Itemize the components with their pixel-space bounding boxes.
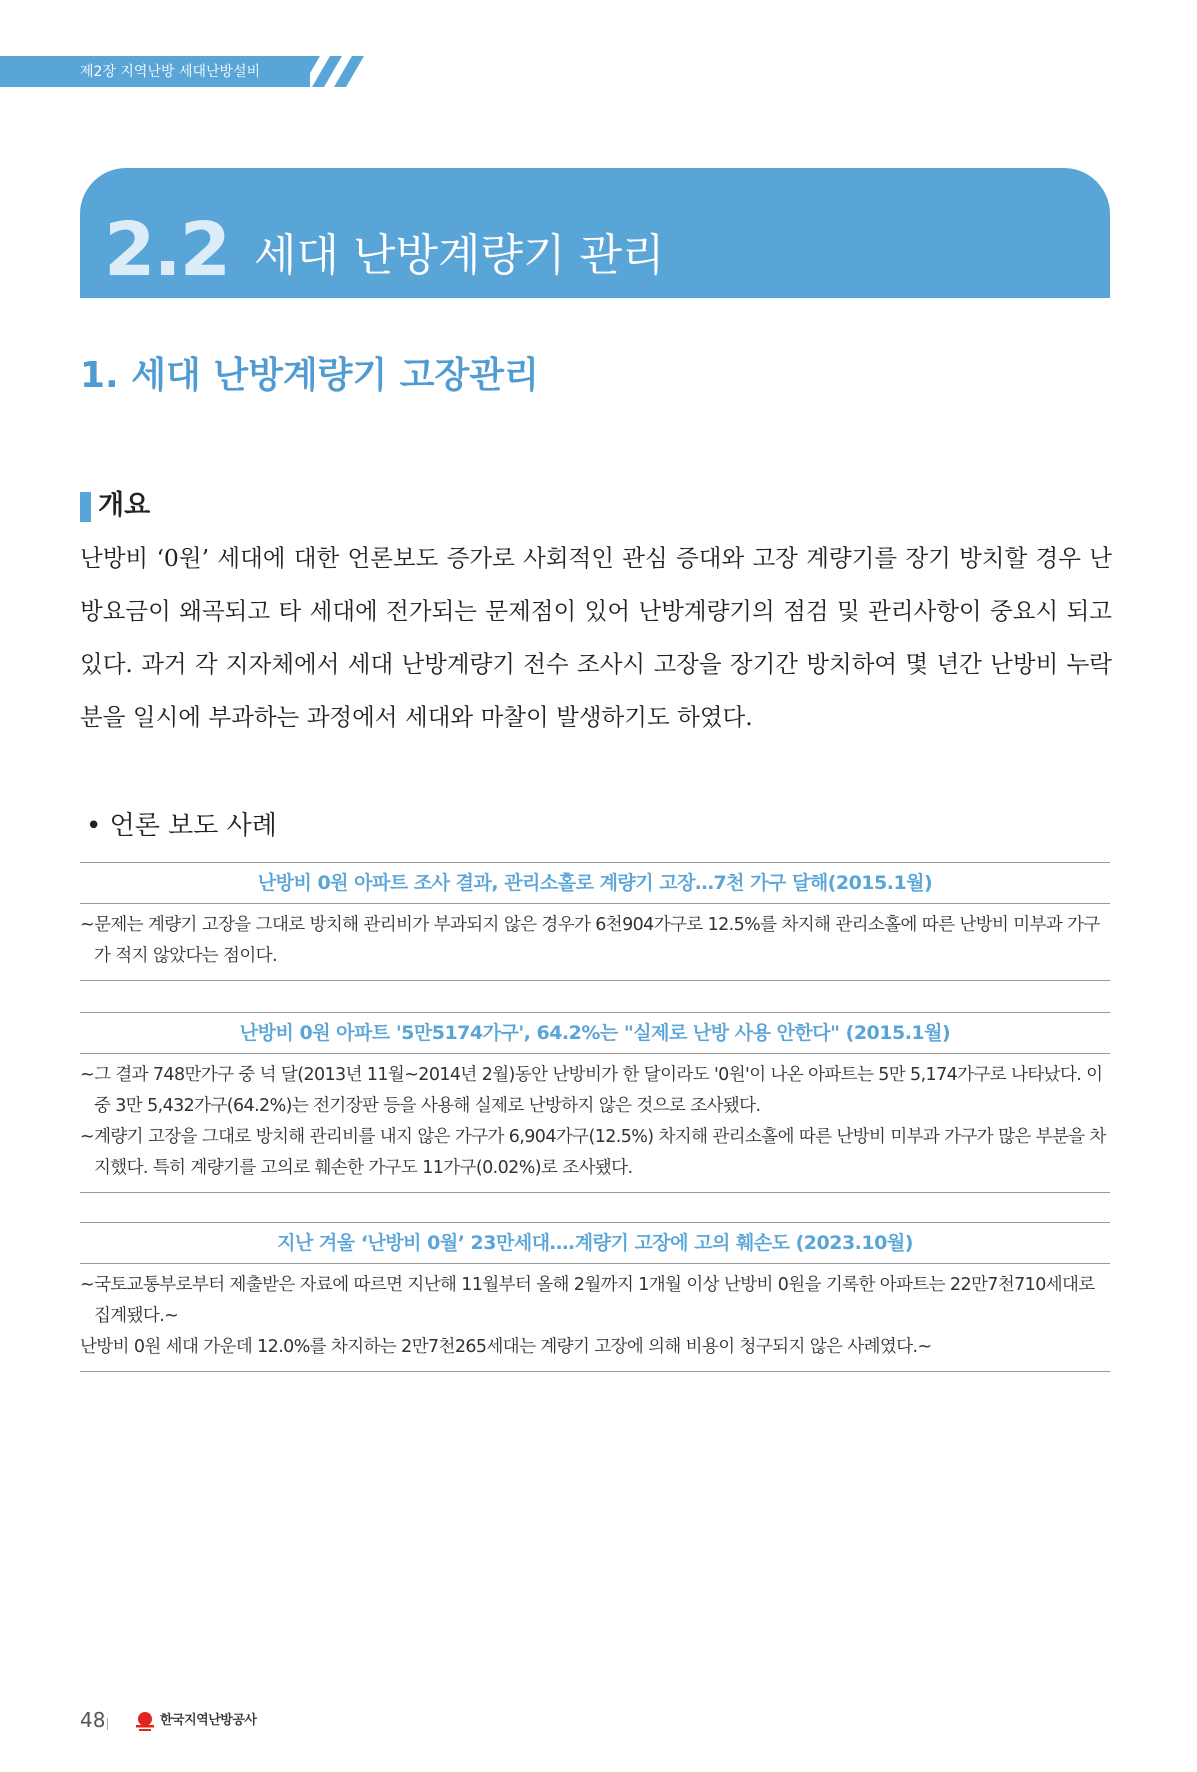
news-case-line: ~그 결과 748만가구 중 넉 달(2013년 11월~2014년 2월)동안 난방비가 한 달이라도 '0원'이 나온 아파트는 5만 5,174가구로 나타났다. 이 중 3만 5,432가구(64.2%)는 전기장판 등을 사용해 실제로 난방하지 않은 것으로 조사됐다. [80, 1065, 1103, 1116]
company-name: 한국지역난방공사 [160, 1713, 257, 1728]
company-logo-icon [134, 1710, 156, 1732]
chapter-stripes-decoration [290, 56, 370, 87]
news-case-title: 난방비 0원 아파트 조사 결과, 관리소홀로 계량기 고장…7천 가구 달해(2015.1월) [80, 863, 1110, 904]
news-case-line: ~국토교통부로부터 제출받은 자료에 따르면 지난해 11월부터 올해 2월까지 1개월 이상 난방비 0원을 기록한 아파트는 22만7천710세대로 집계됐다.~ [80, 1275, 1095, 1326]
news-case-body [80, 1054, 1110, 1192]
overview-heading: 개요 [98, 490, 151, 521]
subsection-title: 1. 세대 난방계량기 고장관리 [80, 355, 539, 396]
news-case-body [80, 904, 1110, 980]
section-title: 세대 난방계량기 관리 [254, 230, 665, 281]
news-case-2 [80, 1012, 1110, 1193]
news-case-line: ~계량기 고장을 그대로 방치해 관리비를 내지 않은 가구가 6,904가구(12.5%) 차지해 관리소홀에 따른 난방비 미부과 가구가 많은 부분을 차지했다. 특히 계량기를 고의로 훼손한 가구도 11가구(0.02%)로 조사됐다. [80, 1127, 1106, 1178]
news-case-title: 난방비 0원 아파트 '5만5174가구', 64.2%는 "실제로 난방 사용 안한다" (2015.1월) [80, 1013, 1110, 1054]
page-number: 48 [80, 1708, 106, 1732]
footer-divider [107, 1718, 108, 1730]
overview-paragraph: 난방비 ‘0원’ 세대에 대한 언론보도 증가로 사회적인 관심 증대와 고장 계량기를 장기 방치할 경우 난방요금이 왜곡되고 타 세대에 전가되는 문제점이 있어 난방계량기의 점검 및 관리사항이 중요시 되고 있다. 과거 각 지자체에서 세대 난방계량기 전수 조사시 고장을 장기간 방치하여 몇 년간 난방비 누락분을 일시에 부과하는 과정에서 세대와 마찰이 발생하기도 하였다. [80, 544, 1112, 731]
section-number: 2.2 [104, 207, 230, 293]
overview-marker [80, 492, 91, 522]
news-case-3 [80, 1222, 1110, 1372]
news-case-line: ~문제는 계량기 고장을 그대로 방치해 관리비가 부과되지 않은 경우가 6천904가구로 12.5%를 차지해 관리소홀에 따른 난방비 미부과 가구가 적지 않았다는 점이다. [80, 915, 1100, 966]
news-case-line: 난방비 0원 세대 가운데 12.0%를 차지하는 2만7천265세대는 계량기 고장에 의해 비용이 청구되지 않은 사례였다.~ [80, 1337, 932, 1357]
news-case-1 [80, 862, 1110, 981]
chapter-label: 제2장 지역난방 세대난방설비 [80, 64, 261, 80]
news-case-body [80, 1264, 1110, 1371]
news-cases-heading: • 언론 보도 사례 [86, 811, 277, 841]
news-case-title: 지난 겨울 ‘난방비 0월’ 23만세대….계량기 고장에 고의 훼손도 (2023.10월) [80, 1223, 1110, 1264]
